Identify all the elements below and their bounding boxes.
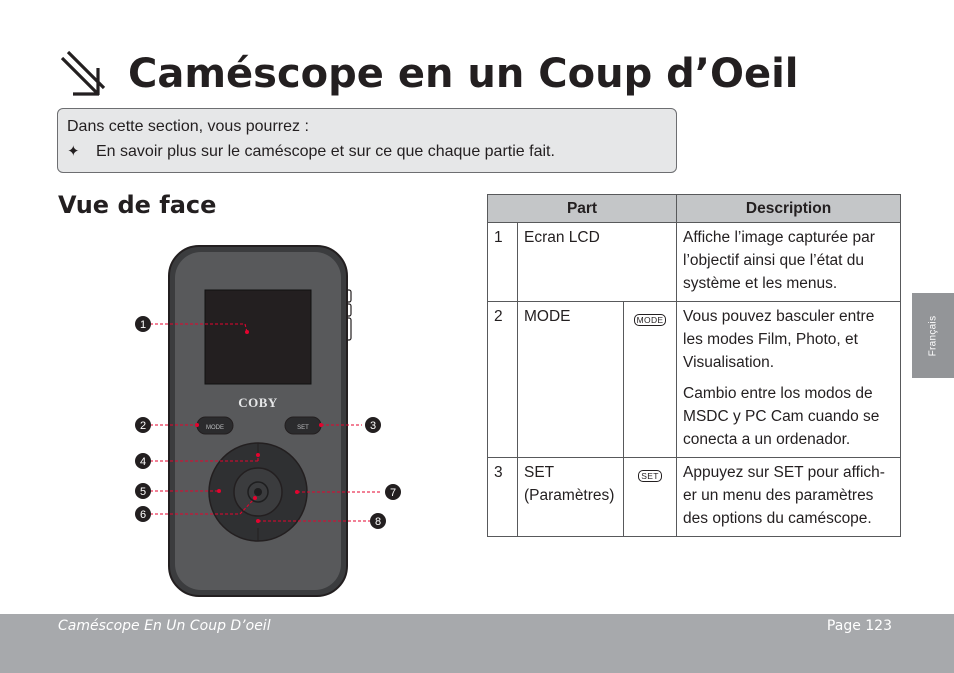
bullet-star-icon: ✦ [67, 143, 80, 160]
page-number: Page 123 [826, 618, 892, 634]
set-button-label: SET [297, 425, 309, 431]
record-dot [254, 488, 262, 496]
header-part: Part [488, 195, 677, 223]
row-description [677, 458, 901, 537]
callout-3-label: 3 [369, 420, 377, 432]
parts-table [487, 194, 901, 537]
row-description [677, 223, 901, 302]
camcorder-front-illustration [125, 240, 405, 600]
row-icon-cell [624, 302, 677, 458]
language-label: Français [927, 315, 939, 356]
section-title: Vue de face [58, 191, 217, 219]
set-button-icon: SET [638, 470, 661, 482]
page-title: Caméscope en un Coup d’Oeil [128, 51, 799, 97]
intro-text: Dans cette section, vous pourrez : [67, 118, 309, 135]
chevron-arrow-icon [56, 50, 108, 102]
callout-2-label: 2 [139, 420, 147, 432]
row-number: 1 [488, 223, 518, 302]
intro-box [57, 108, 677, 173]
footer-section-title: Caméscope En Un Coup D’oeil [58, 618, 271, 634]
row-part: MODE [518, 302, 624, 458]
row-icon-cell [624, 458, 677, 537]
row-description [677, 302, 901, 458]
callout-8-label: 8 [374, 516, 382, 528]
description-text: Vous pouvez basculer entre les modes Film, Photo, et Visualisation. [683, 308, 875, 371]
row-number: 3 [488, 458, 518, 537]
callout-6-label: 6 [139, 509, 147, 521]
mode-button-icon: MODE [634, 314, 667, 326]
table-row [488, 302, 901, 458]
description-text: Cambio entre los modos de MSDC y PC Cam cuando se conecta a un ordenador. [683, 385, 880, 448]
callout-5-label: 5 [139, 486, 147, 498]
table-row [488, 458, 901, 537]
row-part: SET (Paramètres) [518, 458, 624, 537]
table-header-row [488, 195, 901, 223]
intro-bullet-text: En savoir plus sur le caméscope et sur ce que chaque partie fait. [96, 143, 555, 160]
mode-button-label: MODE [206, 425, 224, 431]
page-footer [0, 614, 954, 673]
table-row [488, 223, 901, 302]
row-part: Ecran LCD [518, 223, 677, 302]
description-text: Appuyez sur SET pour affich-er un menu des paramètres des options du caméscope. [683, 464, 885, 527]
callout-4-label: 4 [139, 456, 147, 468]
callout-1-label: 1 [139, 319, 147, 331]
language-side-tab [912, 293, 954, 378]
brand-logo: COBY [238, 395, 278, 410]
callout-7-label: 7 [389, 487, 397, 499]
lcd-screen [205, 290, 311, 384]
row-number: 2 [488, 302, 518, 458]
description-text: Affiche l’image capturée par l’objectif ainsi que l’état du système et les menus. [683, 229, 875, 292]
header-description: Description [677, 195, 901, 223]
